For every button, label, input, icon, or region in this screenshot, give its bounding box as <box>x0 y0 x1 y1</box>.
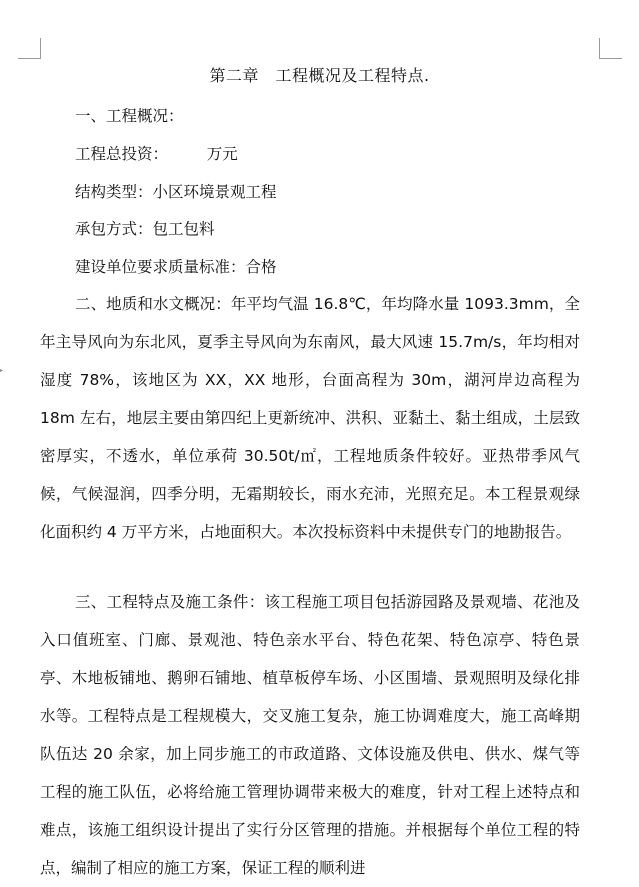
chapter-title[interactable]: 第二章 工程概况及工程特点. <box>209 66 430 85</box>
quality-line[interactable]: 建设单位要求质量标准：合格 <box>75 258 277 276</box>
geology-paragraph[interactable]: 二、地质和水文概况：年平均气温 16.8℃，年均降水量 1093.3mm，全年主导风向为东北风，夏季主导风向为东南风，最大风速 15.7m/s，年均相对湿度 78%，该地区为 XX，XX 地形，台面高程为 30m，湖河岸边高程为 18m 左右，地层主要由第四纪上更新统冲、洪积、亚黏土、黏土组成，土层致密厚实，不透水，单位承荷 30.50t/㎡，工程地质条件较好。亚热带季风气候，气候湿润，四季分明，无霜期较长，雨水充沛，光照充足。本工程景观绿化面积约 4 万平方米，占地面积大。本次投标资料中未提供专门的地勘报告。 <box>40 295 580 541</box>
crop-mark-top-right <box>599 38 622 59</box>
section-heading[interactable]: 一、工程概况： <box>75 107 184 125</box>
features-paragraph[interactable]: 三、工程特点及施工条件：该工程施工项目包括游园路及景观墙、花池及入口值班室、门廊、景观池、特色亲水平台、特色花架、特色凉亭、特色景亭、木地板铺地、鹅卵石铺地、植草板停车场、小区围墙、景观照明及绿化排水等。工程特点是工程规模大，交叉施工复杂，施工协调难度大，施工高峰期队伍达 20 余家，加上同步施工的市政道路、文体设施及供电、供水、煤气等工程的施工队伍，必将给施工管理协调带来极大的难度，针对工程上述特点和难点，该施工组织设计提出了实行分区管理的措施。并根据每个单位工程的特点，编制了相应的施工方案，保证工程的顺利进 <box>40 593 580 877</box>
margin-marker-icon: ▸ <box>0 367 4 374</box>
structure-line[interactable]: 结构类型：小区环境景观工程 <box>75 183 277 201</box>
investment-line[interactable]: 工程总投资： 万元 <box>75 145 238 163</box>
contract-line[interactable]: 承包方式：包工包料 <box>75 220 215 238</box>
crop-mark-top-left <box>18 38 41 59</box>
